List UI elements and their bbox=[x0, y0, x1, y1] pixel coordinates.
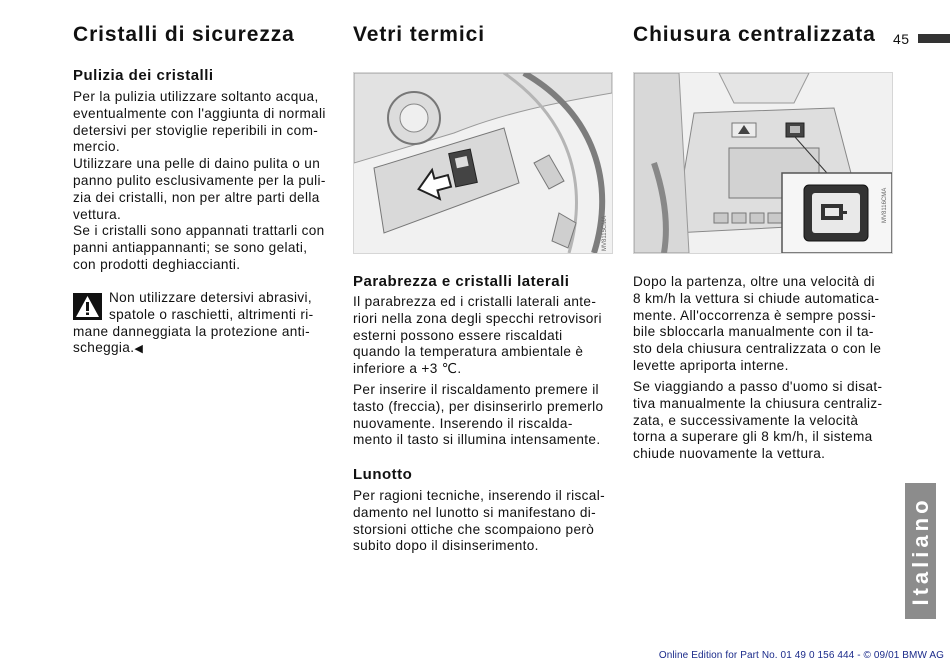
end-of-section-marker: ◀ bbox=[134, 343, 144, 356]
warning-line-2: spatole o raschietti, altrimenti ri- bbox=[109, 306, 314, 322]
subsection-title-rear-window: Lunotto bbox=[353, 466, 413, 483]
section-title-heated-glass: Vetri termici bbox=[353, 23, 485, 46]
subsection-title-windshield: Parabrezza e cristalli laterali bbox=[353, 273, 570, 290]
section-title-central-locking: Chiusura centralizzata bbox=[633, 23, 876, 46]
glass-cleaning-text: Per la pulizia utilizzare soltanto acqua, eventualmente con l'aggiunta di normali detersivi per stoviglie reperibili in com- mercio. Utilizzare una pelle di daino pulita o un panno pulito esclusivamente per la puli- zia dei cristalli, non per altre parti della vettura. Se i cristalli sono appannati trattarli con panni antiappannanti; se sono gelati, con prodotti deghiaccianti. bbox=[73, 89, 326, 272]
page-number: 45 bbox=[893, 31, 910, 47]
warning-text-rest bbox=[73, 324, 345, 359]
heated-glass-switch-photo bbox=[353, 72, 613, 254]
central-locking-text-2: Se viaggiando a passo d'uomo si disat- tiva manualmente la chiusura centraliz- zata, e successivamente la velocità torna a superare gli 8 km/h, il sistema chiude nuovamente la vettura. bbox=[633, 379, 883, 462]
subsection-title-glass-cleaning: Pulizia dei cristalli bbox=[73, 67, 214, 84]
windshield-text: Il parabrezza ed i cristalli laterali ante- riori nella zona degli specchi retrovisori esterni possono essere riscaldati quando la temperatura ambientale è inferiore a +3 ℃. bbox=[353, 294, 602, 377]
warning-text-continued: mane danneggiata la protezione anti- scheggia. bbox=[73, 323, 311, 356]
central-locking-button-photo bbox=[633, 72, 893, 254]
heating-button-text: Per inserire il riscaldamento premere il tasto (freccia), per disinserirlo premerlo nuovamente. Inserendo il riscalda- mento il tasto si illumina intensamente. bbox=[353, 382, 604, 448]
page-number-bar bbox=[918, 34, 950, 43]
warning-line-1: Non utilizzare detersivi abrasivi, bbox=[109, 290, 313, 305]
footer-edition-note: Online Edition for Part No. 01 49 0 156 444 - © 09/01 BMW AG bbox=[658, 650, 944, 661]
photo-code-label: MV8115CMA bbox=[602, 215, 608, 251]
language-tab-label: Italiano bbox=[907, 496, 933, 606]
section-title-safety-glass: Cristalli di sicurezza bbox=[73, 23, 295, 46]
rear-window-text: Per ragioni tecniche, inserendo il riscal- damento nel lunotto si manifestano di- storsioni ottiche che scompaiono però subito dopo il disinserimento. bbox=[353, 488, 605, 554]
photo-code-label: MV8116CMA bbox=[882, 187, 888, 223]
language-tab bbox=[905, 483, 936, 619]
warning-icon bbox=[73, 293, 102, 320]
central-locking-text-1: Dopo la partenza, oltre una velocità di 8 km/h la vettura si chiude automatica- mente. All'occorrenza è sempre possi- bile sbloccarla manualmente con il ta- sto dela chiusura centralizzata o con le levette apriporta interne. bbox=[633, 274, 882, 373]
